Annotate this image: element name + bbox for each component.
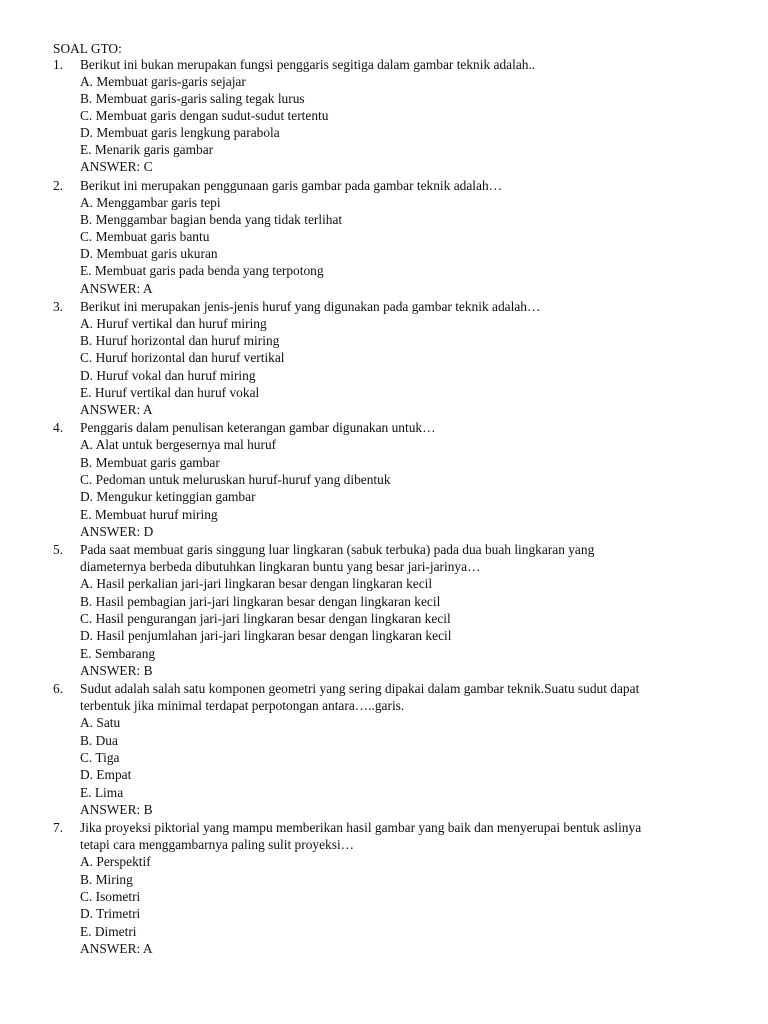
- question-number: 5.: [53, 542, 64, 557]
- answer-key: ANSWER: A: [80, 402, 153, 417]
- question-number: 7.: [53, 820, 64, 835]
- answer-option: A. Satu: [80, 715, 121, 730]
- answer-option: B. Huruf horizontal dan huruf miring: [80, 333, 280, 348]
- answer-option: A. Menggambar garis tepi: [80, 195, 221, 210]
- answer-option: E. Menarik garis gambar: [80, 142, 214, 157]
- question-number: 2.: [53, 178, 64, 193]
- question-text: diameternya berbeda dibutuhkan lingkaran buntu yang besar jari-jarinya…: [80, 559, 481, 574]
- answer-key: ANSWER: C: [80, 159, 153, 174]
- question-text: Berikut ini bukan merupakan fungsi penggaris segitiga dalam gambar teknik adalah..: [80, 57, 536, 72]
- answer-option: B. Menggambar bagian benda yang tidak terlihat: [80, 212, 343, 227]
- answer-option: C. Membuat garis bantu: [80, 229, 210, 244]
- question-text: Berikut ini merupakan jenis-jenis huruf yang digunakan pada gambar teknik adalah…: [80, 299, 541, 314]
- question-text: terbentuk jika minimal terdapat perpotongan antara…..garis.: [80, 698, 405, 713]
- answer-option: B. Membuat garis gambar: [80, 455, 220, 470]
- question-number: 3.: [53, 299, 64, 314]
- answer-option: C. Isometri: [80, 889, 141, 904]
- answer-option: B. Hasil pembagian jari-jari lingkaran besar dengan lingkaran kecil: [80, 594, 441, 609]
- answer-option: C. Pedoman untuk meluruskan huruf-huruf yang dibentuk: [80, 472, 391, 487]
- answer-option: D. Mengukur ketinggian gambar: [80, 489, 256, 504]
- question-text: Jika proyeksi piktorial yang mampu memberikan hasil gambar yang baik dan menyerupai bentuk aslinya: [80, 820, 642, 835]
- answer-key: ANSWER: A: [80, 281, 153, 296]
- answer-option: E. Lima: [80, 785, 124, 800]
- question-text: Penggaris dalam penulisan keterangan gambar digunakan untuk…: [80, 420, 436, 435]
- answer-option: D. Huruf vokal dan huruf miring: [80, 368, 256, 383]
- question-number: 1.: [53, 57, 64, 72]
- answer-option: A. Huruf vertikal dan huruf miring: [80, 316, 267, 331]
- question-text: Pada saat membuat garis singgung luar lingkaran (sabuk terbuka) pada dua buah lingkaran yang: [80, 542, 595, 557]
- question-text: Berikut ini merupakan penggunaan garis gambar pada gambar teknik adalah…: [80, 178, 503, 193]
- answer-option: E. Sembarang: [80, 646, 156, 661]
- answer-option: D. Membuat garis lengkung parabola: [80, 125, 280, 140]
- answer-option: A. Perspektif: [80, 854, 151, 869]
- answer-option: E. Huruf vertikal dan huruf vokal: [80, 385, 260, 400]
- answer-option: A. Alat untuk bergesernya mal huruf: [80, 437, 277, 452]
- answer-option: C. Membuat garis dengan sudut-sudut tertentu: [80, 108, 329, 123]
- answer-option: D. Hasil penjumlahan jari-jari lingkaran besar dengan lingkaran kecil: [80, 628, 452, 643]
- document-title: SOAL GTO:: [53, 41, 122, 56]
- question-text: tetapi cara menggambarnya paling sulit proyeksi…: [80, 837, 355, 852]
- answer-key: ANSWER: D: [80, 524, 154, 539]
- answer-option: A. Hasil perkalian jari-jari lingkaran besar dengan lingkaran kecil: [80, 576, 433, 591]
- answer-key: ANSWER: B: [80, 663, 153, 678]
- answer-option: C. Hasil pengurangan jari-jari lingkaran besar dengan lingkaran kecil: [80, 611, 451, 626]
- answer-option: B. Miring: [80, 872, 133, 887]
- answer-option: A. Membuat garis-garis sejajar: [80, 74, 246, 89]
- answer-option: B. Dua: [80, 733, 118, 748]
- answer-key: ANSWER: A: [80, 941, 153, 956]
- answer-key: ANSWER: B: [80, 802, 153, 817]
- answer-option: E. Membuat huruf miring: [80, 507, 218, 522]
- answer-option: D. Empat: [80, 767, 132, 782]
- answer-option: E. Membuat garis pada benda yang terpotong: [80, 263, 324, 278]
- question-number: 4.: [53, 420, 64, 435]
- answer-option: C. Tiga: [80, 750, 120, 765]
- question-text: Sudut adalah salah satu komponen geometri yang sering dipakai dalam gambar teknik.Suatu sudut dapat: [80, 681, 640, 696]
- answer-option: B. Membuat garis-garis saling tegak lurus: [80, 91, 305, 106]
- question-number: 6.: [53, 681, 64, 696]
- answer-option: D. Membuat garis ukuran: [80, 246, 218, 261]
- answer-option: C. Huruf horizontal dan huruf vertikal: [80, 350, 285, 365]
- answer-option: E. Dimetri: [80, 924, 137, 939]
- answer-option: D. Trimetri: [80, 906, 141, 921]
